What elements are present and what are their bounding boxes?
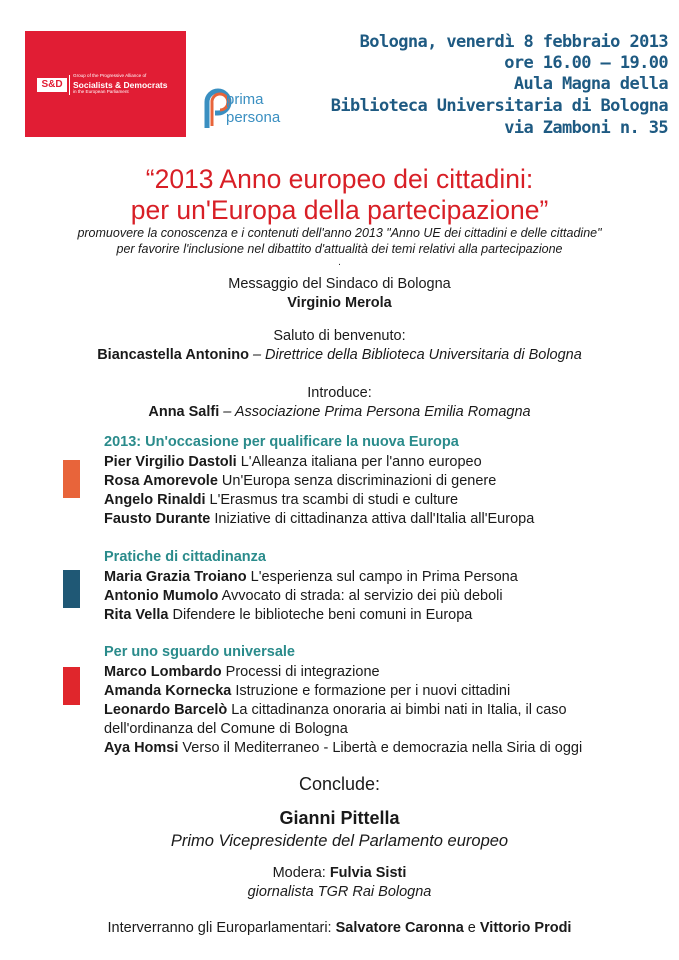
introduce-name: Anna Salfi [148, 404, 220, 420]
speaker-row [104, 664, 380, 680]
messaggio-label: Messaggio del Sindaco di Bologna [228, 276, 451, 292]
moderator-label: Modera: [272, 865, 330, 881]
moderator-name: Fulvia Sisti [329, 865, 407, 881]
sd-logo-divider [69, 75, 70, 95]
speaker-name: Amanda Kornecka [104, 683, 232, 699]
speaker-row [104, 607, 472, 623]
event-venue-1: Aula Magna della [513, 74, 668, 94]
interventions-line [0, 920, 679, 936]
speaker-row [104, 569, 518, 585]
page-title-line-1: “2013 Anno europeo dei cittadini: [145, 164, 534, 194]
section-1-heading: 2013: Un'occasione per qualificare la nuova Europa [104, 434, 459, 450]
introduce-speaker [0, 404, 679, 420]
speaker-row [104, 588, 503, 604]
section-1-color-bar [63, 460, 80, 498]
sd-logo-name: Socialists & Democrats [73, 80, 168, 90]
page-title-line-2: per un'Europa della partecipazione” [130, 195, 549, 225]
speaker-name: Pier Virgilio Dastoli [104, 454, 237, 470]
sd-logo-group-line: Group of the Progressive Alliance of [73, 73, 147, 78]
speaker-name: Angelo Rinaldi [104, 492, 206, 508]
speaker-name: Leonardo Barcelò [104, 702, 228, 718]
section-3-heading: Per uno sguardo universale [104, 644, 295, 660]
introduce-label: Introduce: [307, 385, 372, 401]
sd-logo-parliament-line: in the European Parliament [73, 89, 129, 94]
speaker-row [104, 702, 567, 718]
event-time: ore 16.00 – 19.00 [504, 53, 668, 73]
speaker-topic: Avvocato di strada: al servizio dei più deboli [218, 588, 503, 604]
event-address: via Zamboni n. 35 [504, 118, 668, 138]
speaker-row [104, 740, 582, 756]
speaker-name: Rita Vella [104, 607, 169, 623]
sd-logo-mark: S&D [37, 78, 67, 92]
conclude-name: Gianni Pittella [279, 808, 400, 828]
mep-name-1: Salvatore Caronna [335, 920, 464, 936]
speaker-name: Rosa Amorevole [104, 473, 218, 489]
subtitle-line-2: per favorire l'inclusione nel dibattito d'attualità dei temi relativi alla partecipazione [116, 242, 563, 256]
section-2-heading: Pratiche di cittadinanza [104, 549, 266, 565]
speaker-topic: dell'ordinanza del Comune di Bologna [104, 721, 348, 737]
conclude-label: Conclude: [298, 774, 381, 794]
prima-persona-text-1: prima [226, 91, 264, 108]
introduce-role: – Associazione Prima Persona Emilia Romagna [219, 404, 531, 420]
sd-logo [25, 31, 186, 137]
speaker-name: Aya Homsi [104, 740, 179, 756]
saluto-role: – Direttrice della Biblioteca Universitaria di Bologna [248, 347, 582, 363]
conclude-role: Primo Vicepresidente del Parlamento europeo [170, 832, 509, 850]
speaker-row-continued [104, 721, 348, 737]
event-venue-2: Biblioteca Universitaria di Bologna [330, 96, 668, 116]
section-2-color-bar [63, 570, 80, 608]
interventions-label: Interverranno gli Europarlamentari: [107, 920, 336, 936]
event-date: Bologna, venerdì 8 febbraio 2013 [359, 32, 668, 52]
speaker-row [104, 511, 534, 527]
speaker-row [104, 683, 510, 699]
speaker-topic: Verso il Mediterraneo - Libertà e democrazia nella Siria di oggi [178, 740, 583, 756]
speaker-topic: L'Alleanza italiana per l'anno europeo [236, 454, 482, 470]
mep-name-2: Vittorio Prodi [479, 920, 572, 936]
speaker-topic: La cittadinanza onoraria ai bimbi nati in Italia, il caso [227, 702, 567, 718]
messaggio-name: Virginio Merola [287, 295, 392, 311]
saluto-label: Saluto di benvenuto: [273, 328, 406, 344]
speaker-name: Antonio Mumolo [104, 588, 219, 604]
speaker-topic: Istruzione e formazione per i nuovi cittadini [231, 683, 511, 699]
speaker-topic: Processi di integrazione [221, 664, 380, 680]
saluto-name: Biancastella Antonino [97, 347, 249, 363]
section-3-color-bar [63, 667, 80, 705]
speaker-topic: Difendere le biblioteche beni comuni in Europa [168, 607, 473, 623]
moderator-role: giornalista TGR Rai Bologna [247, 884, 432, 900]
speaker-row [104, 454, 482, 470]
speaker-name: Fausto Durante [104, 511, 211, 527]
prima-persona-text-2: persona [226, 109, 281, 126]
saluto-speaker [0, 347, 679, 363]
speaker-row [104, 473, 496, 489]
subtitle-line-1: promuovere la conoscenza e i contenuti dell'anno 2013 "Anno UE dei cittadini e delle cittadine" [77, 226, 602, 240]
speaker-topic: Un'Europa senza discriminazioni di genere [217, 473, 497, 489]
separator-dot: . [338, 257, 341, 268]
speaker-name: Marco Lombardo [104, 664, 222, 680]
speaker-name: Maria Grazia Troiano [104, 569, 247, 585]
speaker-topic: L'esperienza sul campo in Prima Persona [246, 569, 518, 585]
mep-conjunction: e [463, 920, 480, 936]
speaker-topic: L'Erasmus tra scambi di studi e culture [205, 492, 459, 508]
speaker-topic: Iniziative di cittadinanza attiva dall'Italia all'Europa [210, 511, 535, 527]
moderator-line [0, 865, 679, 881]
speaker-row [104, 492, 458, 508]
